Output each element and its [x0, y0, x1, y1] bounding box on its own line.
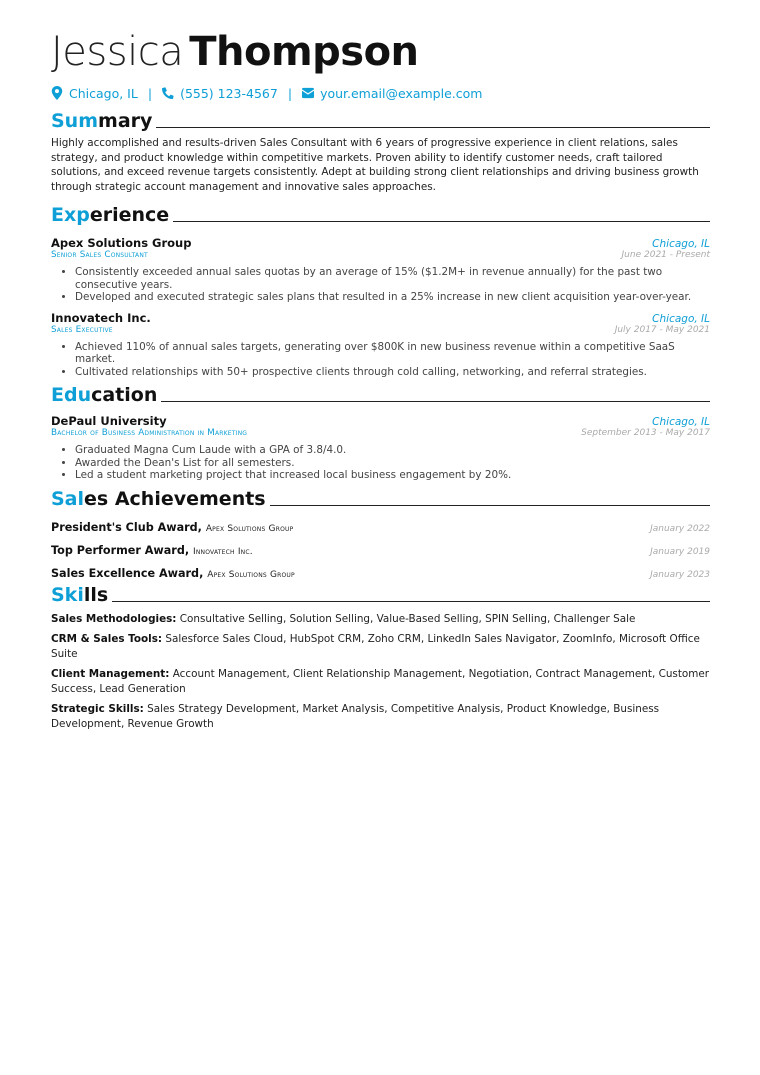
award-org: Innovatech Inc. [193, 546, 253, 557]
envelope-icon [302, 86, 314, 100]
section-title: Experience [51, 204, 170, 226]
skill-values: Sales Strategy Development, Market Analysis, Competitive Analysis, Product Knowledge, Business Development, Revenue Growth [51, 703, 660, 730]
skill-values: Salesforce Sales Cloud, HubSpot CRM, Zoho CRM, LinkedIn Sales Navigator, ZoomInfo, Microsoft Office Suite [51, 633, 700, 660]
skill-label: Client Management: [51, 668, 170, 680]
list-item: • Cultivated relationships with 50+ prospective clients through cold calling, networking, and referral strategies. [75, 366, 710, 379]
company-name: Apex Solutions Group [51, 236, 192, 250]
map-marker-icon [51, 86, 63, 100]
education-heading [51, 382, 710, 406]
resume-page [51, 28, 710, 731]
award-title: President's Club Award [51, 520, 198, 534]
award-date: January 2022 [650, 523, 710, 534]
section-rule [173, 221, 710, 222]
location-text: Chicago, IL [69, 85, 138, 101]
summary-heading [51, 108, 710, 132]
section-rule [270, 505, 710, 506]
list-item: • Awarded the Dean's List for all semesters. [75, 457, 710, 470]
list-item: • Developed and executed strategic sales plans that resulted in a 25% increase in new client acquisition year-over-year. [75, 291, 710, 304]
job-dates: June 2021 - Present [621, 250, 710, 260]
section-title: Summary [51, 110, 153, 132]
skill-values: Account Management, Client Relationship Management, Negotiation, Contract Management, Customer Success, Lead Generation [51, 668, 710, 695]
award-org: Apex Solutions Group [205, 523, 294, 534]
school-dates: September 2013 - May 2017 [581, 428, 710, 438]
award-org: Apex Solutions Group [207, 569, 295, 580]
achievements-list [51, 516, 710, 580]
list-item: • Achieved 110% of annual sales targets, generating over $800K in new business revenue within a competitive SaaS market. [75, 341, 710, 366]
list-item: • Graduated Magna Cum Laude with a GPA of 3.8/4.0. [75, 444, 710, 457]
company-name: Innovatech Inc. [51, 310, 151, 325]
section-rule [161, 401, 710, 402]
summary-text: Highly accomplished and results-driven Sales Consultant with 6 years of progressive experience in client relations, sales strategy, and product knowledge within competitive markets. Proven ability to identify customer needs, craft tailored solutions, and exceed revenue targets consistently. Adept at building strong client relationships and driving business growth through strategic account management and innovative sales approaches. [51, 137, 699, 193]
skill-line [51, 612, 710, 627]
section-title: Skills [51, 583, 109, 606]
job-location: Chicago, IL [652, 238, 710, 250]
experience-entry [51, 236, 710, 304]
section-title: Education [51, 384, 158, 406]
last-name: Thompson [189, 29, 419, 75]
skill-label: CRM & Sales Tools: [51, 633, 163, 645]
contact-separator: | [147, 85, 153, 101]
skill-line [51, 702, 710, 731]
list-item: • Consistently exceeded annual sales quotas by an average of 15% ($1.2M+ in revenue annually) for the past two consecutive years. [75, 266, 710, 291]
email-link[interactable]: your.email@example.com [320, 85, 483, 101]
candidate-name [51, 28, 710, 76]
list-item: Sales Excellence Award, Apex Solutions Group January 2023 [51, 566, 710, 580]
skill-label: Sales Methodologies: [51, 612, 177, 625]
contact-bar [51, 84, 710, 102]
contact-separator: | [287, 85, 293, 101]
award-title: Sales Excellence Award [51, 566, 200, 580]
experience-heading [51, 202, 710, 226]
award-date: January 2023 [650, 569, 710, 580]
list-item: • Led a student marketing project that increased local business engagement by 20%. [75, 469, 710, 482]
section-title: Sales Achievements [51, 487, 266, 510]
award-title: Top Performer Award [51, 543, 185, 557]
skill-line [51, 667, 710, 696]
list-item: President's Club Award, Apex Solutions Group January 2022 [51, 520, 710, 534]
skill-line [51, 632, 710, 661]
job-title: Senior Sales Consultant [51, 250, 148, 260]
job-bullets [51, 341, 710, 379]
skills-heading [51, 582, 710, 606]
achievements-heading [51, 486, 710, 510]
education-bullets [51, 444, 710, 482]
phone-icon [162, 86, 174, 100]
first-name: Jessica [51, 29, 184, 75]
skill-label: Strategic Skills: [51, 703, 144, 715]
degree-title: Bachelor of Business Administration in Marketing [51, 428, 248, 438]
section-rule [156, 127, 710, 128]
job-location: Chicago, IL [652, 312, 710, 325]
job-bullets [51, 266, 710, 304]
list-item: Top Performer Award, Innovatech Inc. January 2019 [51, 543, 710, 557]
school-name: DePaul University [51, 414, 167, 428]
experience-entry [51, 311, 710, 379]
job-title: Sales Executive [51, 324, 113, 335]
phone-link[interactable]: (555) 123-4567 [180, 85, 278, 101]
skill-values: Consultative Selling, Solution Selling, Value-Based Selling, SPIN Selling, Challenger Sale [179, 612, 636, 625]
job-dates: July 2017 - May 2021 [614, 324, 710, 335]
education-entry [51, 414, 710, 482]
school-location: Chicago, IL [652, 416, 710, 428]
section-rule [112, 601, 710, 602]
award-date: January 2019 [650, 546, 710, 557]
